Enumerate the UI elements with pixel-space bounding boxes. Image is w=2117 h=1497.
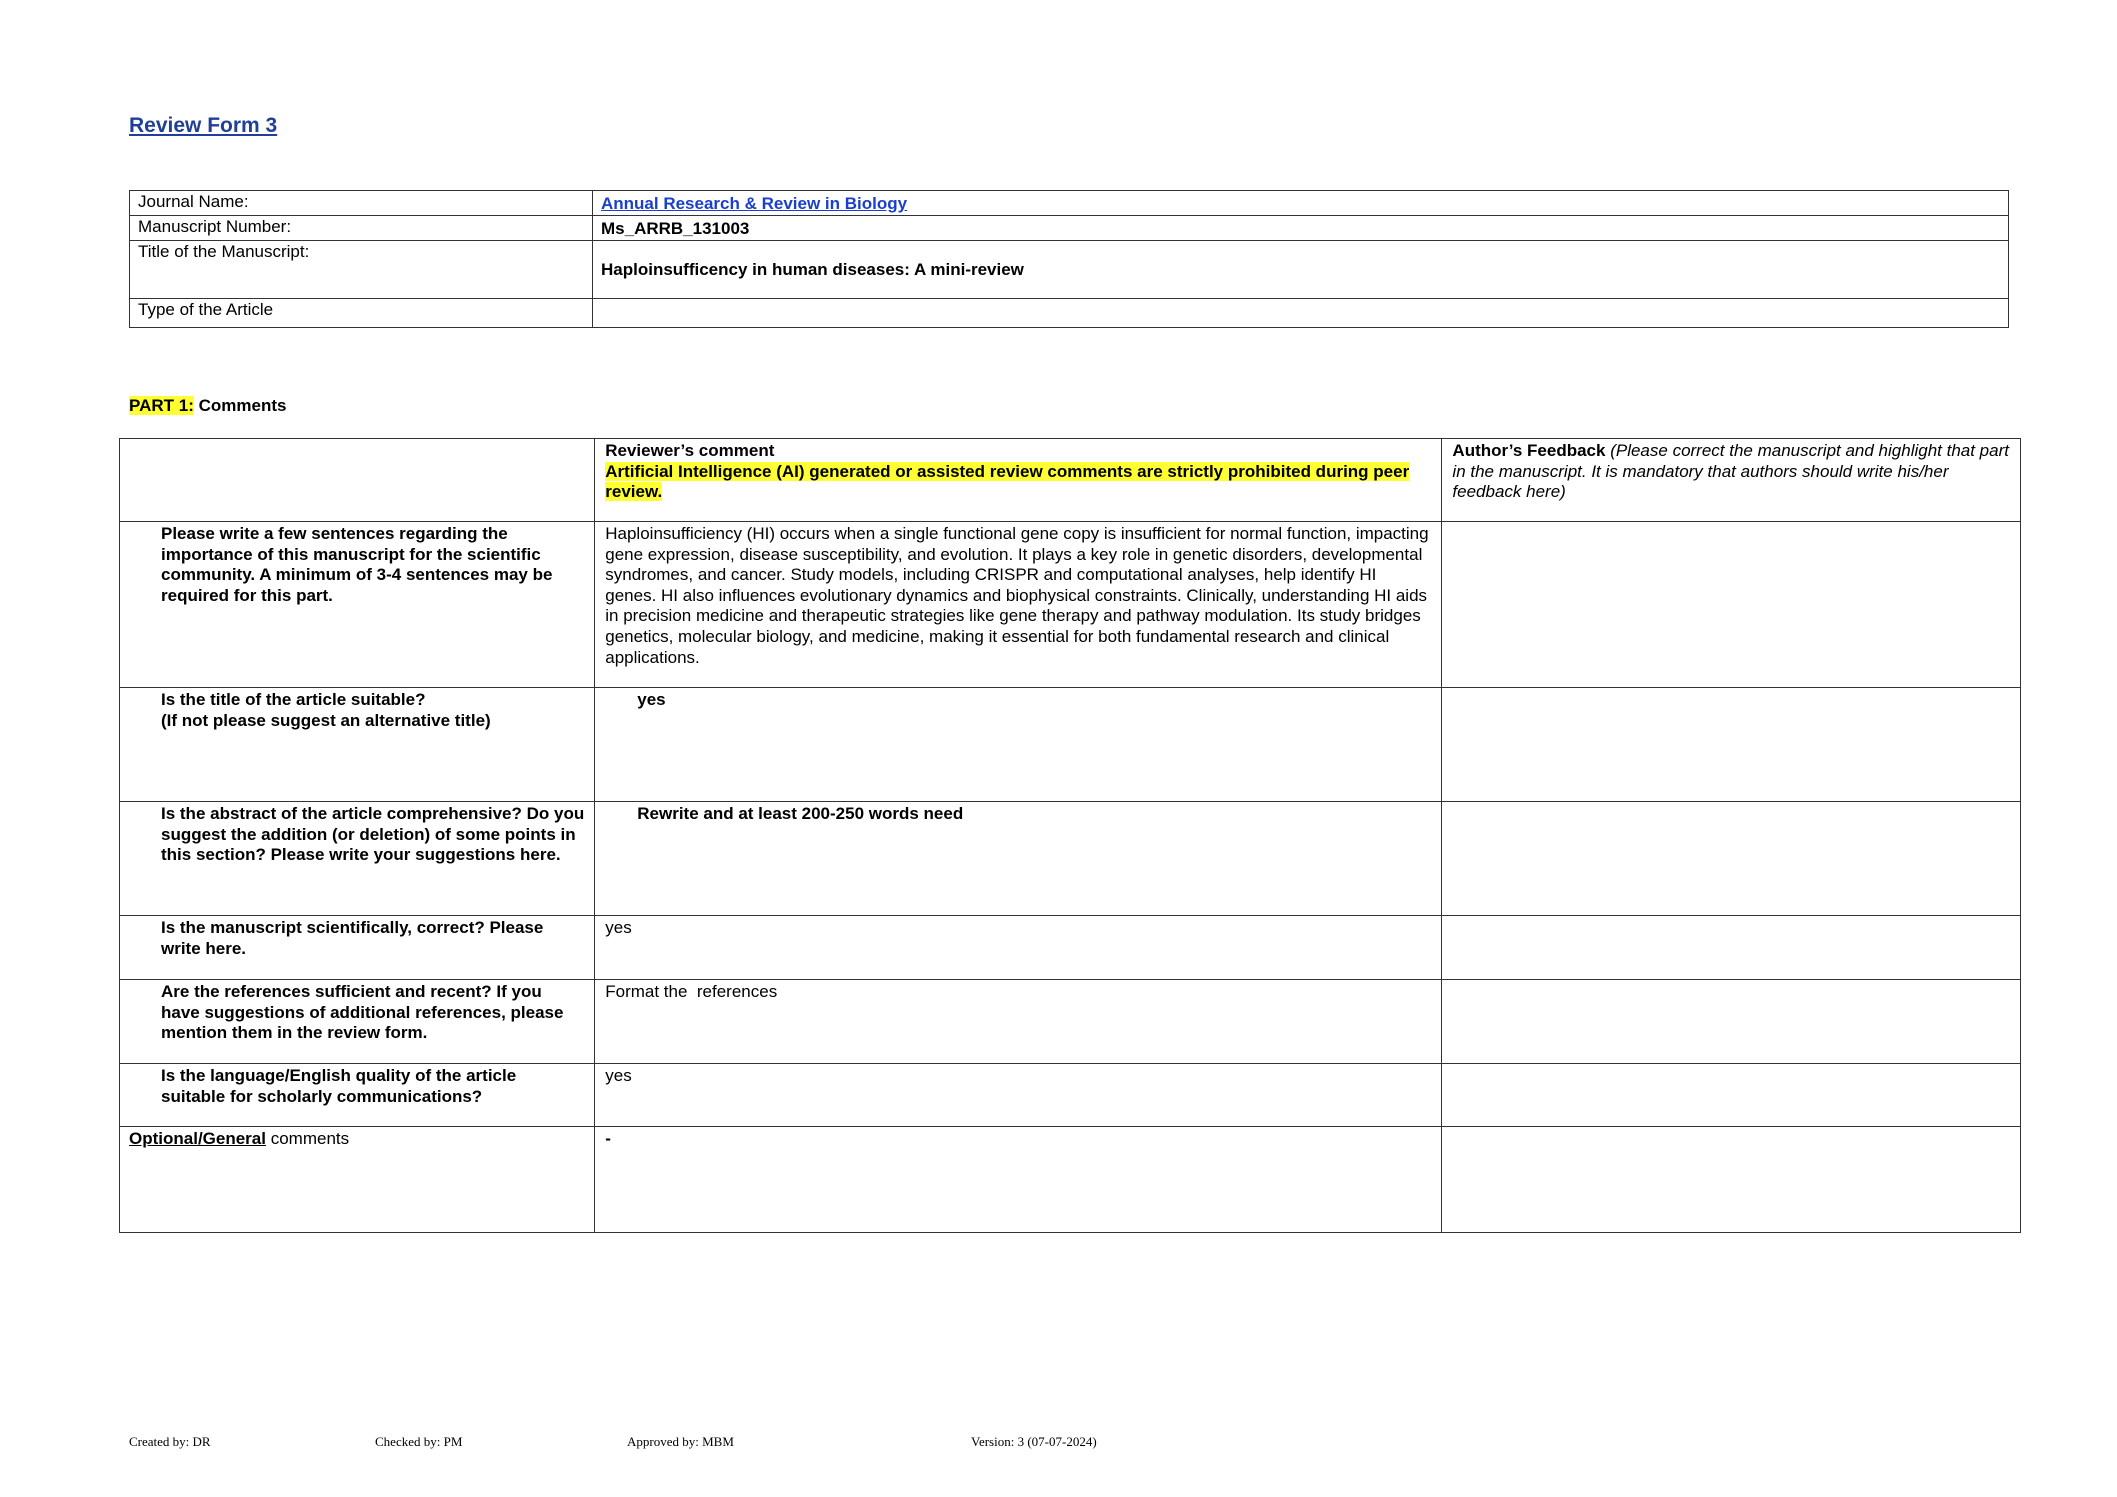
optional-comments-suffix: comments: [265, 1129, 350, 1148]
ai-prohibition-notice: Artificial Intelligence (AI) generated or assisted review comments are strictly prohibited during peer review.: [605, 461, 1410, 502]
comments-header-row: [120, 439, 2021, 522]
info-row-manuscript-number: [130, 216, 2009, 241]
question-language: Is the language/English quality of the article suitable for scholarly communications?: [120, 1064, 595, 1127]
feedback-references[interactable]: [1442, 980, 2021, 1064]
part1-label: PART 1:: [129, 396, 194, 415]
feedback-abstract[interactable]: [1442, 802, 2021, 916]
optional-general-label: Optional/General: [129, 1129, 266, 1148]
question-abstract: Is the abstract of the article comprehensive? Do you suggest the addition (or deletion) of some points in this section? Please write your suggestions here.: [120, 802, 595, 916]
manuscript-number-label: Manuscript Number:: [130, 216, 593, 241]
manuscript-title-value: Haploinsufficency in human diseases: A mini-review: [593, 241, 2009, 299]
table-row: [120, 980, 2021, 1064]
answer-scientific: yes: [595, 916, 1442, 980]
info-row-journal: [130, 191, 2009, 216]
feedback-importance[interactable]: [1442, 522, 2021, 688]
answer-abstract: Rewrite and at least 200-250 words need: [595, 802, 1442, 916]
footer-checked-by: Checked by: PM: [375, 1434, 463, 1449]
reviewer-comment-title: Reviewer’s comment: [605, 441, 775, 460]
footer-version: Version: 3 (07-07-2024): [971, 1434, 1097, 1449]
feedback-scientific[interactable]: [1442, 916, 2021, 980]
part1-title: Comments: [198, 396, 287, 415]
header-empty-cell: [120, 439, 595, 522]
question-scientific: Is the manuscript scientifically, correct? Please write here.: [120, 916, 595, 980]
question-references: Are the references sufficient and recent? If you have suggestions of additional references, please mention them in the review form.: [120, 980, 595, 1064]
comments-table: [119, 438, 2021, 1233]
author-feedback-note: (Please correct the manuscript and highlight that part in the manuscript. It is mandatory that authors should write his/her feedback here): [1452, 441, 2009, 502]
table-row: [120, 1064, 2021, 1127]
optional-comments-label: [120, 1127, 595, 1233]
table-row: [120, 1127, 2021, 1233]
table-row: [120, 522, 2021, 688]
optional-answer: -: [595, 1127, 1442, 1233]
journal-name-link[interactable]: Annual Research & Review in Biology: [601, 194, 908, 213]
manuscript-title-label: Title of the Manuscript:: [130, 241, 593, 299]
footer-created-by: Created by: DR: [129, 1434, 211, 1449]
footer-approved-by: Approved by: MBM: [627, 1434, 734, 1449]
answer-title-suitable: yes: [595, 688, 1442, 802]
manuscript-info-table: [129, 190, 2009, 328]
answer-references: Format the references: [595, 980, 1442, 1064]
part1-heading: [129, 396, 286, 416]
question-importance: Please write a few sentences regarding the importance of this manuscript for the scientific community. A minimum of 3-4 sentences may be required for this part.: [120, 522, 595, 688]
manuscript-number-value: Ms_ARRB_131003: [593, 216, 2009, 241]
feedback-language[interactable]: [1442, 1064, 2021, 1127]
answer-language: yes: [595, 1064, 1442, 1127]
table-row: [120, 916, 2021, 980]
article-type-value: [593, 299, 2009, 328]
journal-name-label: Journal Name:: [130, 191, 593, 216]
table-row: [120, 802, 2021, 916]
page-title: Review Form 3: [129, 114, 278, 137]
article-type-label: Type of the Article: [130, 299, 593, 328]
info-row-article-type: [130, 299, 2009, 328]
answer-importance: Haploinsufficiency (HI) occurs when a single functional gene copy is insufficient for normal function, impacting gene expression, disease susceptibility, and evolution. It plays a key role in genetic disorders, developmental syndromes, and cancer. Study models, including CRISPR and computational analyses, help identify HI genes. HI also influences evolutionary dynamics and biophysical constraints. Clinically, understanding HI aids in precision medicine and therapeutic strategies like gene therapy and pathway modulation. Its study bridges genetics, molecular biology, and medicine, making it essential for both fundamental research and clinical applications.: [595, 522, 1442, 688]
feedback-title-suitable[interactable]: [1442, 688, 2021, 802]
author-feedback-title: Author’s Feedback: [1452, 441, 1606, 460]
reviewer-comment-header: [595, 439, 1442, 522]
question-title-suitable: Is the title of the article suitable? (If not please suggest an alternative title): [120, 688, 595, 802]
info-row-title: [130, 241, 2009, 299]
author-feedback-header: [1442, 439, 2021, 522]
table-row: [120, 688, 2021, 802]
optional-feedback[interactable]: [1442, 1127, 2021, 1233]
